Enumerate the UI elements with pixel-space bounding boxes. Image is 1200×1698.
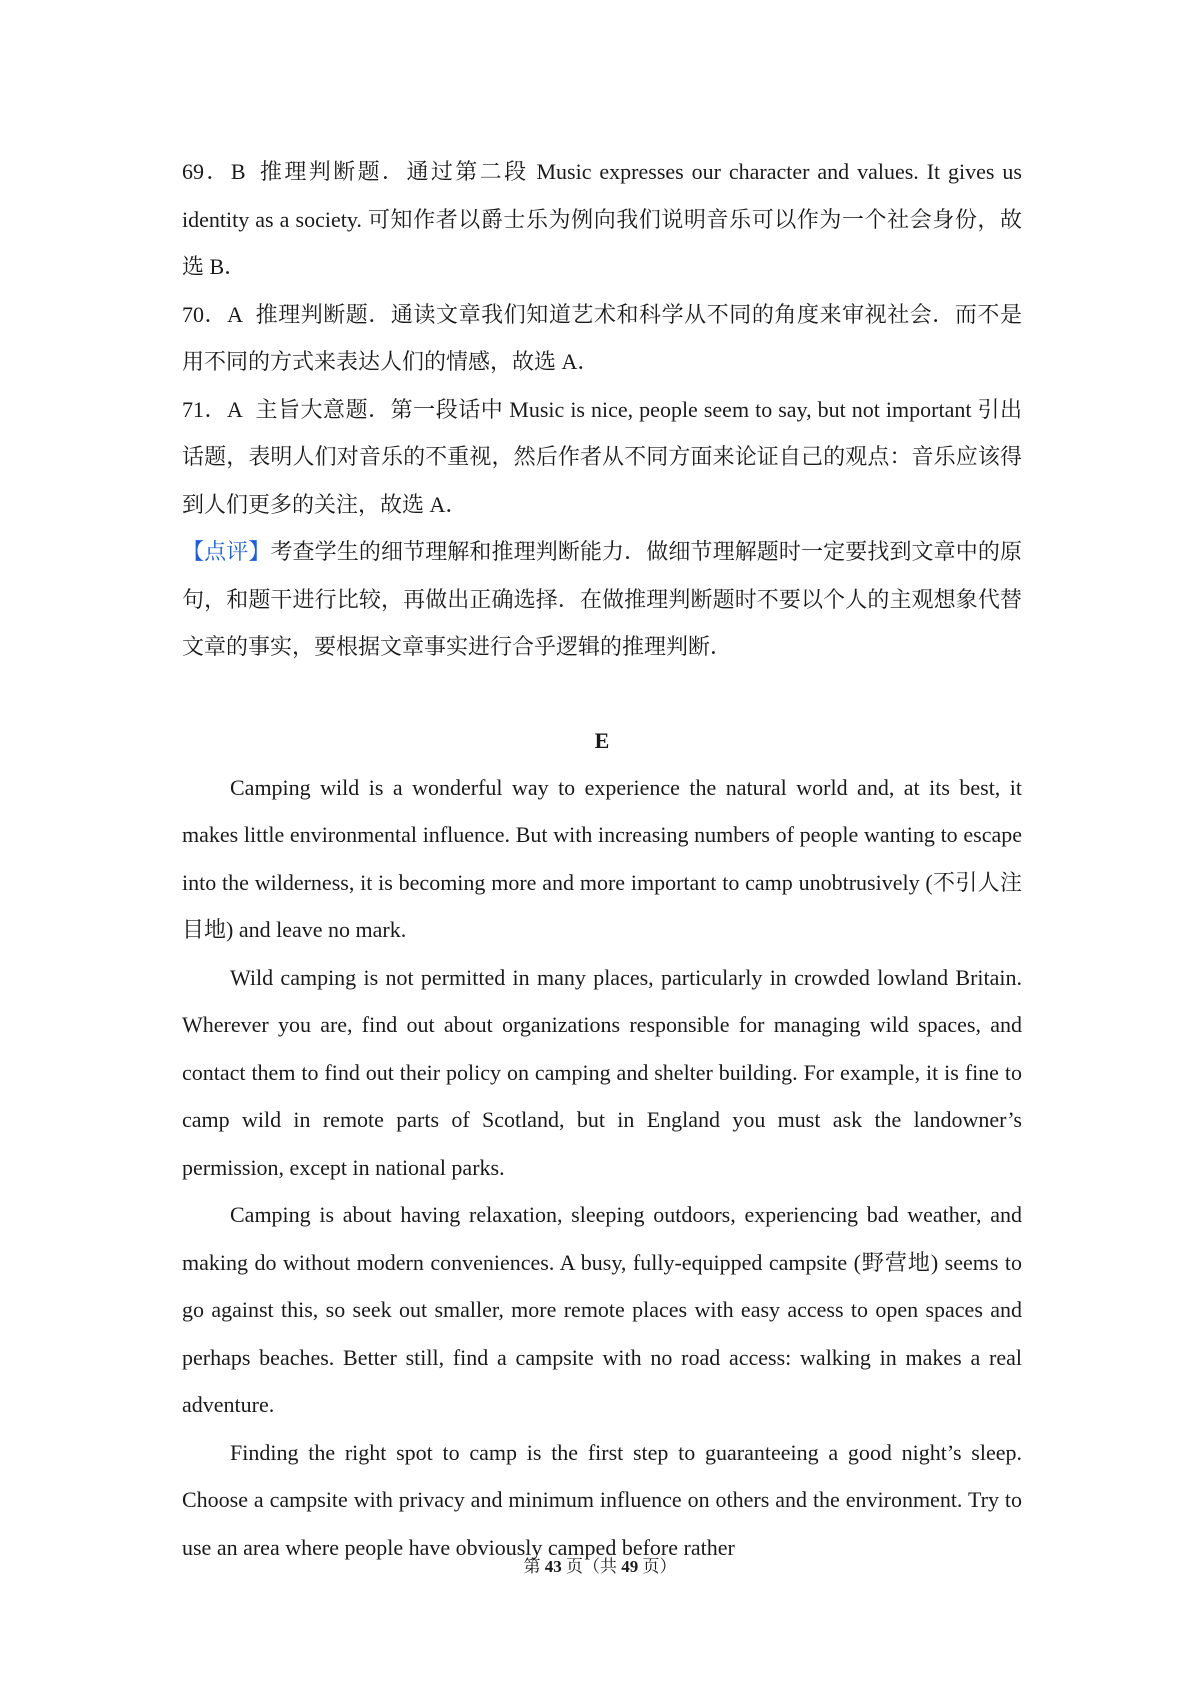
answer-number: 69．B	[182, 159, 246, 184]
footer-suffix: 页）	[638, 1557, 677, 1576]
passage-paragraph-2: Wild camping is not permitted in many places, particularly in crowded lowland Britain. Wherever you are, find out about organizations responsible for managing wild spaces, and contact them to find out their policy on camping and shelter building. For example, it is fine to camp wild in remote parts of Scotland, but in England you must ask the landowner’s permission, except in national parks.	[182, 964, 1022, 1180]
answer-number: 70．A	[182, 301, 244, 327]
footer-total-pages: 49	[621, 1557, 639, 1576]
passage-paragraph-4: Finding the right spot to camp is the first step to guaranteeing a good night’s sleep. Choose a campsite with privacy and minimum influence on others and the environment. Try to use an area where people have obviously camped before rather	[182, 1439, 1022, 1560]
passage-paragraph-3: Camping is about having relaxation, sleeping outdoors, experiencing bad weather, and making do without modern conveniences. A busy, fully-equipped campsite (野营地) seems to go against this, so seek out smaller, more remote places with easy access to open spaces and perhaps beaches. Better still, find a campsite with no road access: walking in makes a real adventure.	[182, 1202, 1022, 1417]
answer-type: 推理判断题．	[257, 159, 407, 184]
answer-explanation: 通过第二段 Music expresses our character and values. It gives us identity as a society. 可知作者以爵士乐为例向我们说明音乐可以作为一个社会身份，故选 B．	[182, 159, 1022, 279]
page-footer	[0, 1555, 1200, 1579]
answer-type: 主旨大意题．	[254, 396, 391, 422]
answer-71	[182, 386, 1022, 529]
passage-paragraph-1: Camping wild is a wonderful way to experience the natural world and, at its best, it makes little environmental influence. But with increasing numbers of people wanting to escape into the wilderness, it is becoming more and more important to camp unobtrusively (不引人注目地) and leave no mark.	[182, 774, 1022, 942]
footer-middle: 页（共	[561, 1557, 622, 1576]
comment-block	[182, 528, 1022, 671]
comment-text: 考查学生的细节理解和推理判断能力．做细节理解题时一定要找到文章中的原句，和题干进行比较，再做出正确选择．在做推理判断题时不要以个人的主观想象代替文章的事实，要根据文章事实进行合乎逻辑的推理判断．	[182, 539, 1022, 659]
answer-explanation: 第一段话中 Music is nice, people seem to say, but not important 引出话题，表明人们对音乐的不重视，然后作者从不同方面来论证自己的观点：音乐应该得到人们更多的关注，故选 A．	[182, 396, 1023, 517]
answer-70	[182, 291, 1022, 386]
section-title: E	[594, 727, 610, 753]
comment-tag: 【点评】	[182, 539, 271, 564]
page-content	[182, 148, 1022, 1571]
answer-type: 推理判断题．	[255, 301, 391, 327]
answer-explanation: 通读文章我们知道艺术和科学从不同的角度来审视社会．而不是用不同的方式来表达人们的情感，故选 A．	[182, 301, 1022, 374]
answer-69	[182, 148, 1022, 291]
footer-current-page: 43	[544, 1557, 562, 1576]
answer-number: 71．A	[182, 396, 243, 422]
footer-prefix: 第	[523, 1557, 545, 1576]
